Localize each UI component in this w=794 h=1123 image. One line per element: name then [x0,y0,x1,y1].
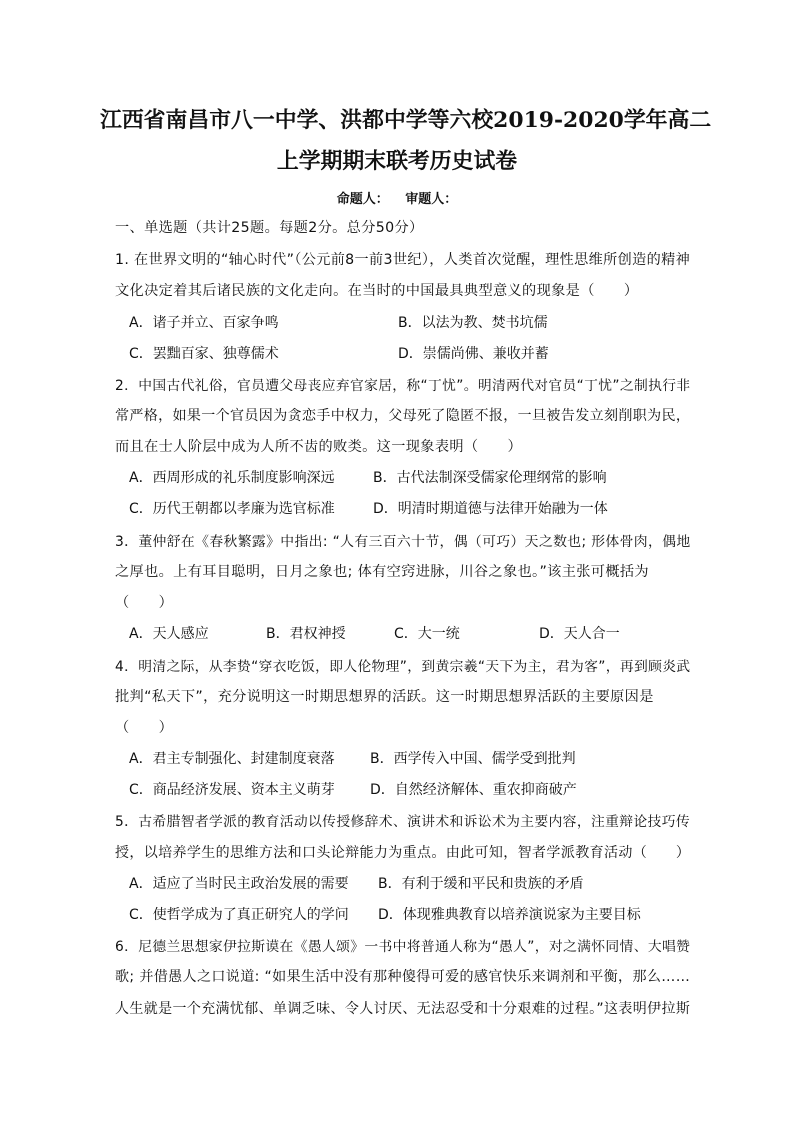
question-1-line-1: 1. 在世界文明的“轴心时代”（公元前8一前3世纪），人类首次觉醒，理性思维所创造的精神 [115,252,691,268]
question-6-line-3: 人生就是一个充满忧郁、单调乏味、令人讨厌、无法忍受和十分艰难的过程。”这表明伊拉斯 [115,1001,691,1017]
author-label: 命题人： [336,192,389,207]
question-4-option-d: D．自然经济解体、重农抑商破产 [370,782,577,798]
question-3-line-2: 之厚也。上有耳目聪明，日月之象也; 体有空窍进脉，川谷之象也。”该主张可概括为 [115,564,649,580]
author-line [0,188,794,207]
question-4-option-a: A．君主专制强化、封建制度衰落 [129,751,335,767]
question-5-option-a: A．适应了当时民主政治发展的需要 [129,876,349,892]
question-4-line-1: 4．明清之际，从李贽“穿衣吃饭，即人伦物理”，到黄宗羲“天下为主，君为客”，再到顾炎武 [115,659,691,675]
question-5-line-1: 5．古希腊智者学派的教育活动以传授修辞术、演讲术和诉讼术为主要内容，注重辩论技巧传 [115,814,691,830]
question-2-option-c: C．历代王朝都以孝廉为选官标准 [129,501,335,517]
question-3-option-d: D．天人合一 [539,626,620,642]
question-4-option-c: C．商品经济发展、资本主义萌芽 [129,782,335,798]
reviewer-label: 审题人： [405,192,458,207]
question-2-option-b: B．古代法制深受儒家伦理纲常的影响 [373,470,607,486]
question-5-option-c: C．使哲学成为了真正研究人的学问 [129,907,349,923]
section-heading: 一、单选题（共计25题。每题2分。总分50分） [115,220,424,236]
question-4-line-3: （ ） [115,720,174,736]
question-1-option-b: B．以法为教、焚书坑儒 [398,315,548,331]
exam-title-line-2: 上学期期末联考历史试卷 [276,148,518,174]
question-3-line-1: 3．董仲舒在《春秋繁露》中指出: “人有三百六十节，偶（可巧）天之数也; 形体骨肉，偶地 [115,534,691,550]
question-4-line-2: 批判“私天下”，充分说明这一时期思想界的活跃。这一时期思想界活跃的主要原因是 [115,689,654,705]
question-5-line-2: 授，以培养学生的思维方法和口头论辩能力为重点。由此可知，智者学派教育活动（ ） [115,845,691,861]
question-6-line-1: 6．尼德兰思想家伊拉斯谟在《愚人颂》一书中将普通人称为“愚人”，对之满怀同情、大唱赞 [115,939,691,955]
exam-title-line-1: 江西省南昌市八一中学、洪都中学等六校2019-2020学年高二 [100,107,712,133]
question-2-line-2: 常严格，如果一个官员因为贪恋手中权力，父母死了隐匿不报，一旦被告发立刻削职为民， [115,408,691,424]
question-3-option-b: B．君权神授 [266,626,346,642]
question-2-option-d: D．明清时期道德与法律开始融为一体 [373,501,608,517]
question-1-option-d: D．崇儒尚佛、兼收并蓄 [398,346,549,362]
question-1-option-c: C．罢黜百家、独尊儒术 [129,346,279,362]
question-1-line-2: 文化决定着其后诸民族的文化走向。在当时的中国最具典型意义的现象是（ ） [115,283,639,299]
question-5-option-b: B．有利于缓和平民和贵族的矛盾 [378,876,584,892]
question-2-line-1: 2．中国古代礼俗，官员遭父母丧应弃官家居，称“丁忧”。明清两代对官员“丁忧”之制执行非 [115,378,691,394]
question-5-option-d: D．体现雅典教育以培养演说家为主要目标 [378,907,641,923]
question-2-option-a: A．西周形成的礼乐制度影响深远 [129,470,335,486]
question-3-option-c: C．大一统 [394,626,460,642]
question-6-line-2: 歌; 并借愚人之口说道: “如果生活中没有那种傻得可爱的感官快乐来调剂和平衡，那么…… [115,969,691,985]
question-1-option-a: A．诸子并立、百家争鸣 [129,315,279,331]
question-4-option-b: B．西学传入中国、儒学受到批判 [370,751,576,767]
question-2-line-3: 而且在士人阶层中成为人所不齿的败类。这一现象表明（ ） [115,439,523,455]
question-3-line-3: （ ） [115,595,174,611]
question-3-option-a: A．天人感应 [129,626,209,642]
